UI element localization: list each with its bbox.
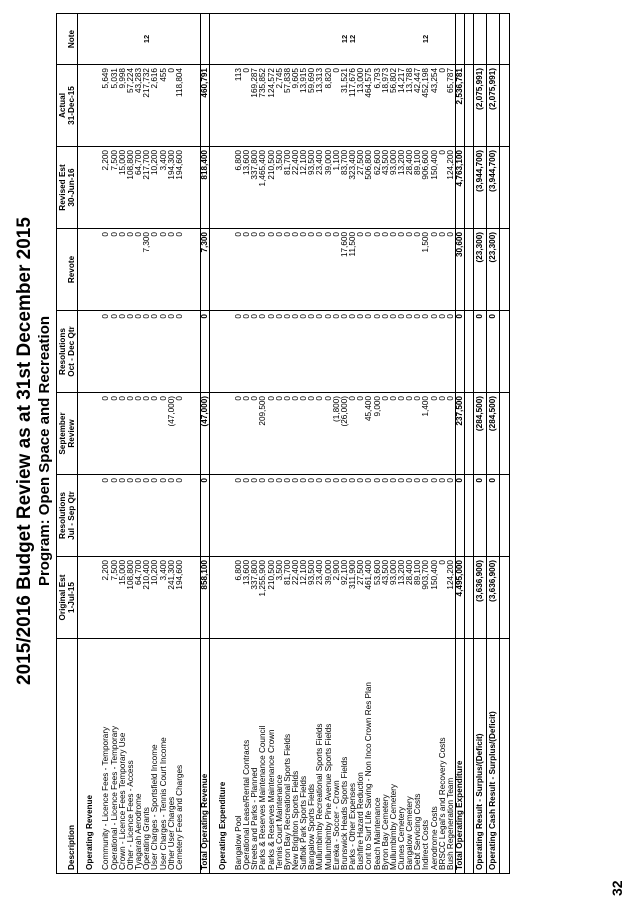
table-row: Beach Maintenance 53,600 0 9,000 0 0 62,600 6,793 bbox=[374, 14, 382, 874]
table-row: Bush Regeneration Team 124,200 0 0 0 0 124,200 65,787 bbox=[447, 14, 456, 874]
table-row: Byron Bay Cemetery 43,500 0 0 0 0 43,500 18,973 bbox=[382, 14, 390, 874]
table-row: Community - Licence Fees - Temporary 2,200 0 0 0 0 2,200 5,649 bbox=[102, 14, 110, 874]
table-row: Other - Licence Fees - Access 108,800 0 0 0 0 108,800 57,224 bbox=[127, 14, 135, 874]
table-row: Bangalow Sports Fields 93,500 0 0 0 0 93,500 59,690 bbox=[308, 14, 316, 874]
spacer-row bbox=[465, 14, 474, 874]
table-row: Parks - Other Expenses 311,900 0 0 0 11,500 323,400 117,676 12 bbox=[349, 14, 357, 874]
table-row: Operating Grants 210,400 0 0 0 7,300 217,700 217,732 12 bbox=[143, 14, 151, 874]
table-row: Byron Bay Recreational Sports Fields 81,700 0 0 0 0 81,700 57,838 bbox=[284, 14, 292, 874]
table-header bbox=[57, 14, 78, 874]
table-row: Tennis Court Maintenance 3,500 0 0 0 0 3,500 2,745 bbox=[276, 14, 284, 874]
table-row: Brunswick Heads Sports Fields 92,100 0 (26,000) 0 17,600 83,700 31,521 12 bbox=[341, 14, 349, 874]
table-row: Eureka - Soccer - Crown 2,900 0 (1,800) 0 0 1,100 0 bbox=[333, 14, 341, 874]
page-title: 2015/2016 Budget Review as at 31st December 2015 bbox=[14, 217, 35, 685]
table-row: Cont to Surf Life Saving - Non Inco Crown Res Plan 461,400 0 45,400 0 0 506,800 464,575 bbox=[365, 14, 373, 874]
spacer-row bbox=[192, 14, 201, 874]
section-heading-expenditure: Operating Expenditure bbox=[219, 14, 227, 874]
header-september-review: September Review bbox=[57, 393, 78, 475]
header-revote: Revote bbox=[57, 229, 78, 311]
spacer-row bbox=[500, 14, 509, 874]
table-body bbox=[78, 14, 510, 874]
table-row: Operational - Licence Fees - Temporary 7,500 0 0 0 0 7,500 5,031 bbox=[111, 14, 119, 874]
header-revised: Revised Est 30-Jun-16 bbox=[57, 147, 78, 229]
spacer-row bbox=[210, 14, 219, 874]
table-row: Clunes Cemetery 13,200 0 0 0 0 13,200 14,217 bbox=[398, 14, 406, 874]
spacer-row bbox=[184, 14, 192, 874]
table-row: User Charges - Tennis Court Income 3,400 0 0 0 0 3,400 455 bbox=[160, 14, 168, 874]
table-row: Cemetery Fees and Charges 194,600 0 0 0 0 194,600 118,804 bbox=[176, 14, 184, 874]
table-row: Parks & Reserves Maintenance Crown 210,500 0 0 0 0 210,500 124,572 bbox=[268, 14, 276, 874]
table-row: Debt Servicing Costs 89,100 0 0 0 0 89,100 42,447 bbox=[414, 14, 422, 874]
header-note: Note bbox=[57, 14, 78, 65]
table-row: Bushfire Hazard Reduction 27,500 0 0 0 0 27,500 13,000 bbox=[357, 14, 365, 874]
table-row: BRSCC Legal's and Recovery Costs 0 0 0 0 0 0 0 bbox=[439, 14, 447, 874]
header-resolutions-q1: Resolutions Jul - Sep Qtr bbox=[57, 475, 78, 557]
table-row: New Brighton Sports Fields 22,400 0 0 0 0 22,400 9,605 bbox=[292, 14, 300, 874]
section-heading-revenue: Operating Revenue bbox=[86, 14, 94, 874]
page-number: 32 bbox=[609, 880, 625, 896]
budget-table bbox=[56, 13, 510, 874]
table-row: Mullumbimby Cemetery 93,000 0 0 0 0 93,000 56,802 bbox=[390, 14, 398, 874]
result-row: Operating Result - Surplus/(Deficit) (3,636,900) 0 (284,500) 0 (23,300) (3,944,700) (2,075,991) bbox=[474, 14, 487, 874]
table-row: Operational Lease/Rental Contracts 13,600 0 0 0 0 13,600 0 bbox=[243, 14, 251, 874]
spacer-row bbox=[227, 14, 235, 874]
table-row: Bangalow Pool 6,800 0 0 0 0 6,800 113 bbox=[235, 14, 243, 874]
table-row: Aerodrome Costs 150,400 0 0 0 0 150,400 43,254 bbox=[431, 14, 439, 874]
result-row: Operating Cash Result - Surplus/(Deficit) (3,636,900) 0 (284,500) 0 (23,300) (3,944,700) (2,075,991) bbox=[487, 14, 500, 874]
header-original: Original Est 1-Jul-15 bbox=[57, 557, 78, 639]
table-row: Crown - Licence Fees Temporary Use 15,000 0 0 0 0 15,000 9,998 bbox=[119, 14, 127, 874]
spacer-row bbox=[78, 14, 87, 874]
program-title: Program: Open Space and Recreation bbox=[36, 315, 53, 587]
table-row: Streets and Parks - Planned 337,800 0 0 0 0 337,800 169,287 bbox=[251, 14, 259, 874]
table-row: Suffolk Park Sports Fields 12,100 0 0 0 0 12,100 13,915 bbox=[300, 14, 308, 874]
table-row: Tyagarah Aerodrome 64,700 0 0 0 0 64,700 43,283 bbox=[135, 14, 143, 874]
header-actual: Actual 31-Dec-15 bbox=[57, 65, 78, 147]
table-row: Mullumbimby Pine Avenue Sports Fields 39,000 0 0 0 0 39,000 8,820 bbox=[325, 14, 333, 874]
table-row: Other User Charges 241,300 0 (47,000) 0 0 194,300 0 bbox=[168, 14, 176, 874]
table-row: Bangalow Cemetery 28,400 0 0 0 0 28,400 13,788 bbox=[406, 14, 414, 874]
table-row: Indirect Costs 903,700 0 1,400 0 1,500 906,600 452,198 12 bbox=[422, 14, 430, 874]
header-description: Description bbox=[57, 639, 78, 874]
total-expenditure-row: Total Operating Expenditure 4,495,000 0 237,500 0 30,600 4,763,100 2,536,781 bbox=[456, 14, 465, 874]
table-row: Parks & Reserves Maintenance Council 1,255,900 0 209,500 0 0 1,465,400 735,852 bbox=[259, 14, 267, 874]
table-row: User Charges - Sportsfield Income 10,200 0 0 0 0 10,200 2,616 bbox=[151, 14, 159, 874]
table-row: Mullumbimby Recreational Sports Fields 23,400 0 0 0 0 23,400 13,313 bbox=[316, 14, 324, 874]
header-resolutions-q2: Resolutions Oct - Dec Qtr bbox=[57, 311, 78, 393]
total-revenue-row: Total Operating Revenue 858,100 0 (47,000) 0 7,300 818,400 460,791 bbox=[201, 14, 210, 874]
